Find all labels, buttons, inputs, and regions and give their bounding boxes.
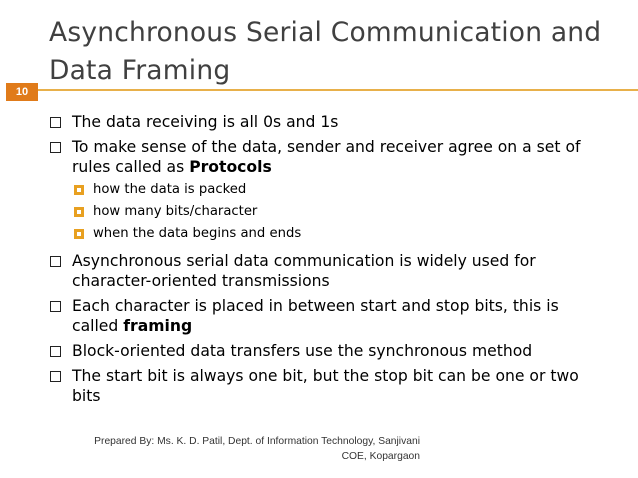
sub-bullet-item: how the data is packed bbox=[0, 181, 638, 199]
bold-term: framing bbox=[123, 317, 193, 335]
bullet-item: The data receiving is all 0s and 1s bbox=[0, 112, 638, 132]
checkbox-bullet-icon bbox=[50, 371, 61, 382]
footer-line-2: COE, Kopargaon bbox=[341, 451, 420, 462]
bullet-item: To make sense of the data, sender and receiver agree on a set of rules called as Protocols bbox=[0, 137, 638, 177]
checkbox-bullet-icon bbox=[50, 256, 61, 267]
slide-title: Asynchronous Serial Communication and Data Framing bbox=[49, 17, 602, 86]
checkbox-bullet-icon bbox=[50, 142, 61, 153]
bullet-item: Block-oriented data transfers use the synchronous method bbox=[0, 341, 638, 361]
sub-bullet-item: how many bits/character bbox=[0, 203, 638, 221]
bullet-list bbox=[0, 112, 638, 411]
square-bullet-icon bbox=[74, 229, 84, 239]
bullet-item: Each character is placed in between start and stop bits, this is called framing bbox=[0, 296, 638, 336]
bold-term: Protocols bbox=[189, 158, 272, 176]
square-bullet-icon bbox=[74, 207, 84, 217]
slide-footer bbox=[70, 434, 420, 464]
title-divider bbox=[38, 89, 638, 91]
checkbox-bullet-icon bbox=[50, 117, 61, 128]
slide-number: 10 bbox=[6, 83, 38, 101]
sub-bullet-item: when the data begins and ends bbox=[0, 225, 638, 243]
checkbox-bullet-icon bbox=[50, 346, 61, 357]
bullet-item: The start bit is always one bit, but the stop bit can be one or two bits bbox=[0, 366, 638, 406]
checkbox-bullet-icon bbox=[50, 301, 61, 312]
footer-line-1: Prepared By: Ms. K. D. Patil, Dept. of Information Technology, Sanjivani bbox=[94, 436, 420, 447]
bullet-item: Asynchronous serial data communication is widely used for character-oriented transmissions bbox=[0, 251, 638, 291]
square-bullet-icon bbox=[74, 185, 84, 195]
